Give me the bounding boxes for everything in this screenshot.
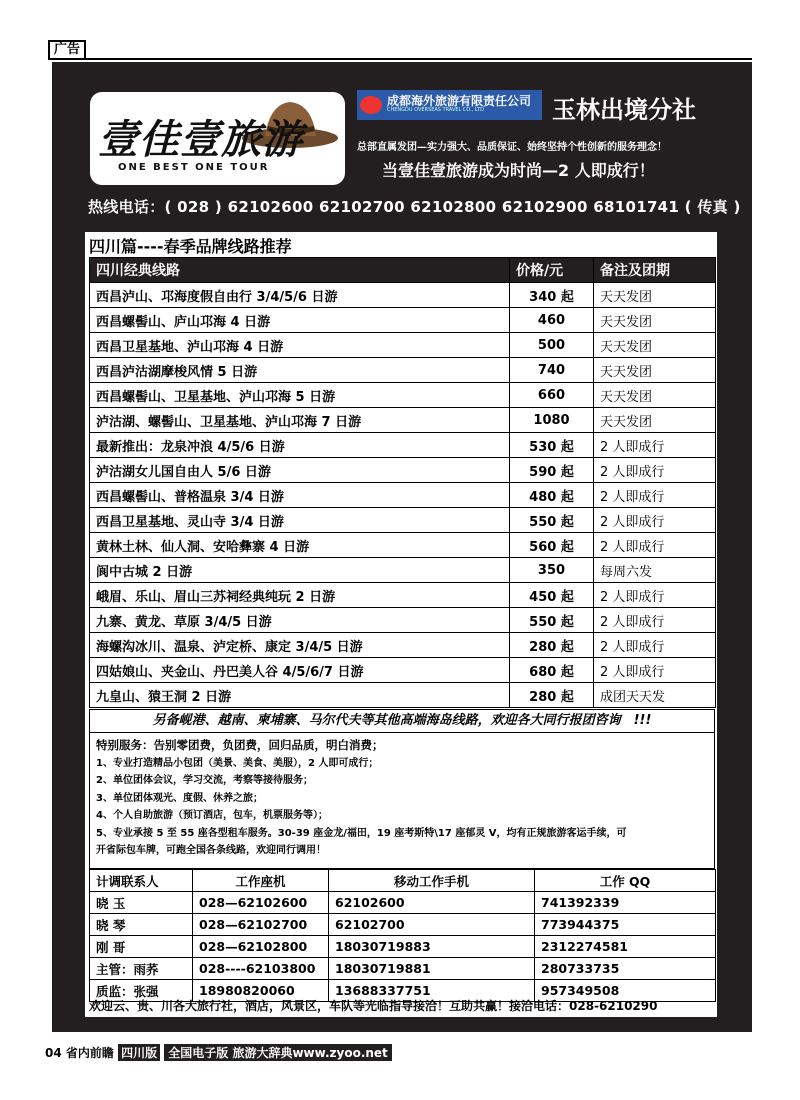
col-qq: 工作 QQ	[535, 870, 716, 892]
route-price: 280 起	[510, 633, 594, 658]
route-name: 四姑娘山、夹金山、丹巴美人谷 4/5/6/7 日游	[90, 658, 510, 683]
advertisement-frame	[52, 62, 752, 1032]
route-name: 西昌螺髻山、庐山邛海 4 日游	[90, 308, 510, 333]
slogan-primary: 总部直属发团—实力强大、品质保证、始终坚持个性创新的服务理念！	[357, 142, 667, 153]
route-note: 天天发团	[594, 383, 716, 408]
route-price: 480 起	[510, 483, 594, 508]
route-row	[90, 408, 716, 433]
service-item: 2、单位团体会议，学习交流，考察等接待服务；	[96, 775, 313, 786]
company-name-en: CHENGDU OVERSEAS TRAVEL CO., LTD	[387, 107, 484, 113]
route-name: 海螺沟冰川、温泉、泸定桥、康定 3/4/5 日游	[90, 633, 510, 658]
contact-person: 刚 哥	[90, 936, 193, 958]
route-name: 峨眉、乐山、眉山三苏祠经典纯玩 2 日游	[90, 583, 510, 608]
route-price: 550 起	[510, 508, 594, 533]
route-row	[90, 583, 716, 608]
company-logo-icon	[360, 96, 382, 114]
route-row	[90, 683, 716, 708]
service-item: 开省际包车牌，可跑全国各条线路，欢迎同行调用！	[96, 845, 326, 856]
company-banner	[357, 90, 542, 120]
contact-row	[90, 958, 716, 980]
route-note: 2 人即成行	[594, 633, 716, 658]
route-note: 天天发团	[594, 333, 716, 358]
route-name: 西昌泸山、邛海度假自由行 3/4/5/6 日游	[90, 283, 510, 308]
col-price: 价格/元	[510, 258, 594, 283]
contact-row	[90, 892, 716, 914]
route-name: 阆中古城 2 日游	[90, 558, 510, 583]
contact-mobile: 62102700	[329, 914, 535, 936]
route-row	[90, 283, 716, 308]
route-price: 680 起	[510, 658, 594, 683]
panel-title: 四川篇----春季品牌线路推荐	[89, 237, 292, 256]
route-price: 1080	[510, 408, 594, 433]
services-title: 特别服务：告别零团费，负团费，回归品质，明白消费；	[96, 738, 384, 752]
footer-brand: 全国电子版 旅游大辞典www.zyoo.net	[164, 1044, 392, 1061]
route-price: 500	[510, 333, 594, 358]
hotline: 热线电话：( 028 ) 62102600 62102700 62102800 62102900 68101741 ( 传真 )	[88, 198, 741, 216]
logo-text: 壹佳壹旅游	[98, 117, 303, 163]
col-landline: 工作座机	[193, 870, 329, 892]
route-row	[90, 383, 716, 408]
col-note: 备注及团期	[594, 258, 716, 283]
service-item: 4、个人自助旅游（预订酒店，包车，机票服务等）；	[96, 810, 328, 821]
routes-table	[89, 257, 716, 708]
route-note: 天天发团	[594, 308, 716, 333]
route-name: 西昌卫星基地、泸山邛海 4 日游	[90, 333, 510, 358]
route-name: 黄林土林、仙人洞、安哈彝寨 4 日游	[90, 533, 510, 558]
route-name: 西昌螺髻山、普格温泉 3/4 日游	[90, 483, 510, 508]
contact-landline: 028----62103800	[193, 958, 329, 980]
route-price: 660	[510, 383, 594, 408]
contacts-header-row	[90, 870, 716, 892]
route-price: 340 起	[510, 283, 594, 308]
route-price: 550 起	[510, 608, 594, 633]
contact-qq: 2312274581	[535, 936, 716, 958]
contact-landline: 028—62102800	[193, 936, 329, 958]
contact-qq: 957349508	[535, 980, 716, 1002]
contact-row	[90, 936, 716, 958]
route-row	[90, 633, 716, 658]
route-row	[90, 558, 716, 583]
page-footer	[45, 1044, 392, 1061]
routes-header-row	[90, 258, 716, 283]
route-name: 最新推出：龙泉冲浪 4/5/6 日游	[90, 433, 510, 458]
service-item: 5、专业承接 5 至 55 座各型租车服务。30-39 座金龙/福田，19 座考斯特\17 座郁灵 V，均有正规旅游客运手续，可	[96, 827, 627, 839]
logo-subtitle: ONE BEST ONE TOUR	[118, 162, 270, 173]
col-route-name: 四川经典线路	[90, 258, 510, 283]
logo	[90, 92, 345, 185]
contact-qq: 280733735	[535, 958, 716, 980]
route-price: 530 起	[510, 433, 594, 458]
route-row	[90, 508, 716, 533]
route-name: 泸沽湖女儿国自由人 5/6 日游	[90, 458, 510, 483]
route-name: 泸沽湖、螺髻山、卫星基地、泸山邛海 7 日游	[90, 408, 510, 433]
route-note: 2 人即成行	[594, 658, 716, 683]
branch-name: 玉林出境分社	[552, 96, 696, 124]
contact-mobile: 13688337751	[329, 980, 535, 1002]
content-panel	[85, 232, 717, 1017]
route-row	[90, 533, 716, 558]
section-name: 省内前瞻	[65, 1046, 114, 1060]
route-note: 2 人即成行	[594, 583, 716, 608]
route-name: 西昌泸沽湖摩梭风情 5 日游	[90, 358, 510, 383]
route-row	[90, 658, 716, 683]
route-name: 西昌卫星基地、灵山寺 3/4 日游	[90, 508, 510, 533]
page-number: 04	[45, 1046, 62, 1060]
contact-mobile: 62102600	[329, 892, 535, 914]
contact-qq: 773944375	[535, 914, 716, 936]
route-price: 460	[510, 308, 594, 333]
contact-landline: 028—62102700	[193, 914, 329, 936]
route-note: 2 人即成行	[594, 458, 716, 483]
route-note: 每周六发	[594, 558, 716, 583]
contact-mobile: 18030719883	[329, 936, 535, 958]
col-mobile: 移动工作手机	[329, 870, 535, 892]
contacts-table	[89, 869, 716, 1002]
slogan-secondary: 当壹佳壹旅游成为时尚—2 人即成行！	[382, 161, 655, 180]
route-name: 九寨、黄龙、草原 3/4/5 日游	[90, 608, 510, 633]
contact-landline: 18980820060	[193, 980, 329, 1002]
service-item: 3、单位团体观光、度假、休养之旅；	[96, 792, 263, 804]
service-item: 1、专业打造精品小包团（美景、美食、美服），2 人即可成行；	[96, 757, 379, 769]
route-row	[90, 333, 716, 358]
route-name: 九皇山、猿王洞 2 日游	[90, 683, 510, 708]
route-row	[90, 483, 716, 508]
route-note: 天天发团	[594, 283, 716, 308]
route-name: 西昌螺髻山、卫星基地、泸山邛海 5 日游	[90, 383, 510, 408]
contact-person: 质监：张强	[90, 980, 193, 1002]
route-note: 2 人即成行	[594, 483, 716, 508]
col-person: 计调联系人	[90, 870, 193, 892]
route-note: 成团天天发	[594, 683, 716, 708]
ad-header	[52, 62, 752, 227]
route-price: 560 起	[510, 533, 594, 558]
company-name-cn: 成都海外旅游有限责任公司	[387, 94, 532, 108]
route-price: 740	[510, 358, 594, 383]
contact-person: 晓 玉	[90, 892, 193, 914]
note-line: 另备岘港、越南、柬埔寨、马尔代夫等其他高端海岛线路，欢迎各大同行报团咨询 !!!	[89, 709, 715, 733]
edition-badge: 四川版	[118, 1044, 160, 1061]
contact-landline: 028—62102600	[193, 892, 329, 914]
route-note: 2 人即成行	[594, 608, 716, 633]
contact-mobile: 18030719881	[329, 958, 535, 980]
contact-person: 主管：雨荞	[90, 958, 193, 980]
route-row	[90, 458, 716, 483]
route-row	[90, 358, 716, 383]
route-note: 天天发团	[594, 358, 716, 383]
divider	[48, 58, 752, 60]
route-price: 590 起	[510, 458, 594, 483]
contact-row	[90, 914, 716, 936]
ad-tag: 广告	[48, 40, 86, 60]
route-price: 350	[510, 558, 594, 583]
route-note: 2 人即成行	[594, 533, 716, 558]
welcome-line: 欢迎云、贵、川各大旅行社，酒店，风景区，车队等光临指导接洽！互助共赢！接洽电话：028-6210290	[89, 999, 658, 1013]
route-row	[90, 308, 716, 333]
route-row	[90, 433, 716, 458]
route-note: 2 人即成行	[594, 508, 716, 533]
route-price: 450 起	[510, 583, 594, 608]
route-note: 天天发团	[594, 408, 716, 433]
route-note: 2 人即成行	[594, 433, 716, 458]
contact-qq: 741392339	[535, 892, 716, 914]
special-services	[89, 733, 715, 869]
route-row	[90, 608, 716, 633]
contact-person: 晓 琴	[90, 914, 193, 936]
route-price: 280 起	[510, 683, 594, 708]
